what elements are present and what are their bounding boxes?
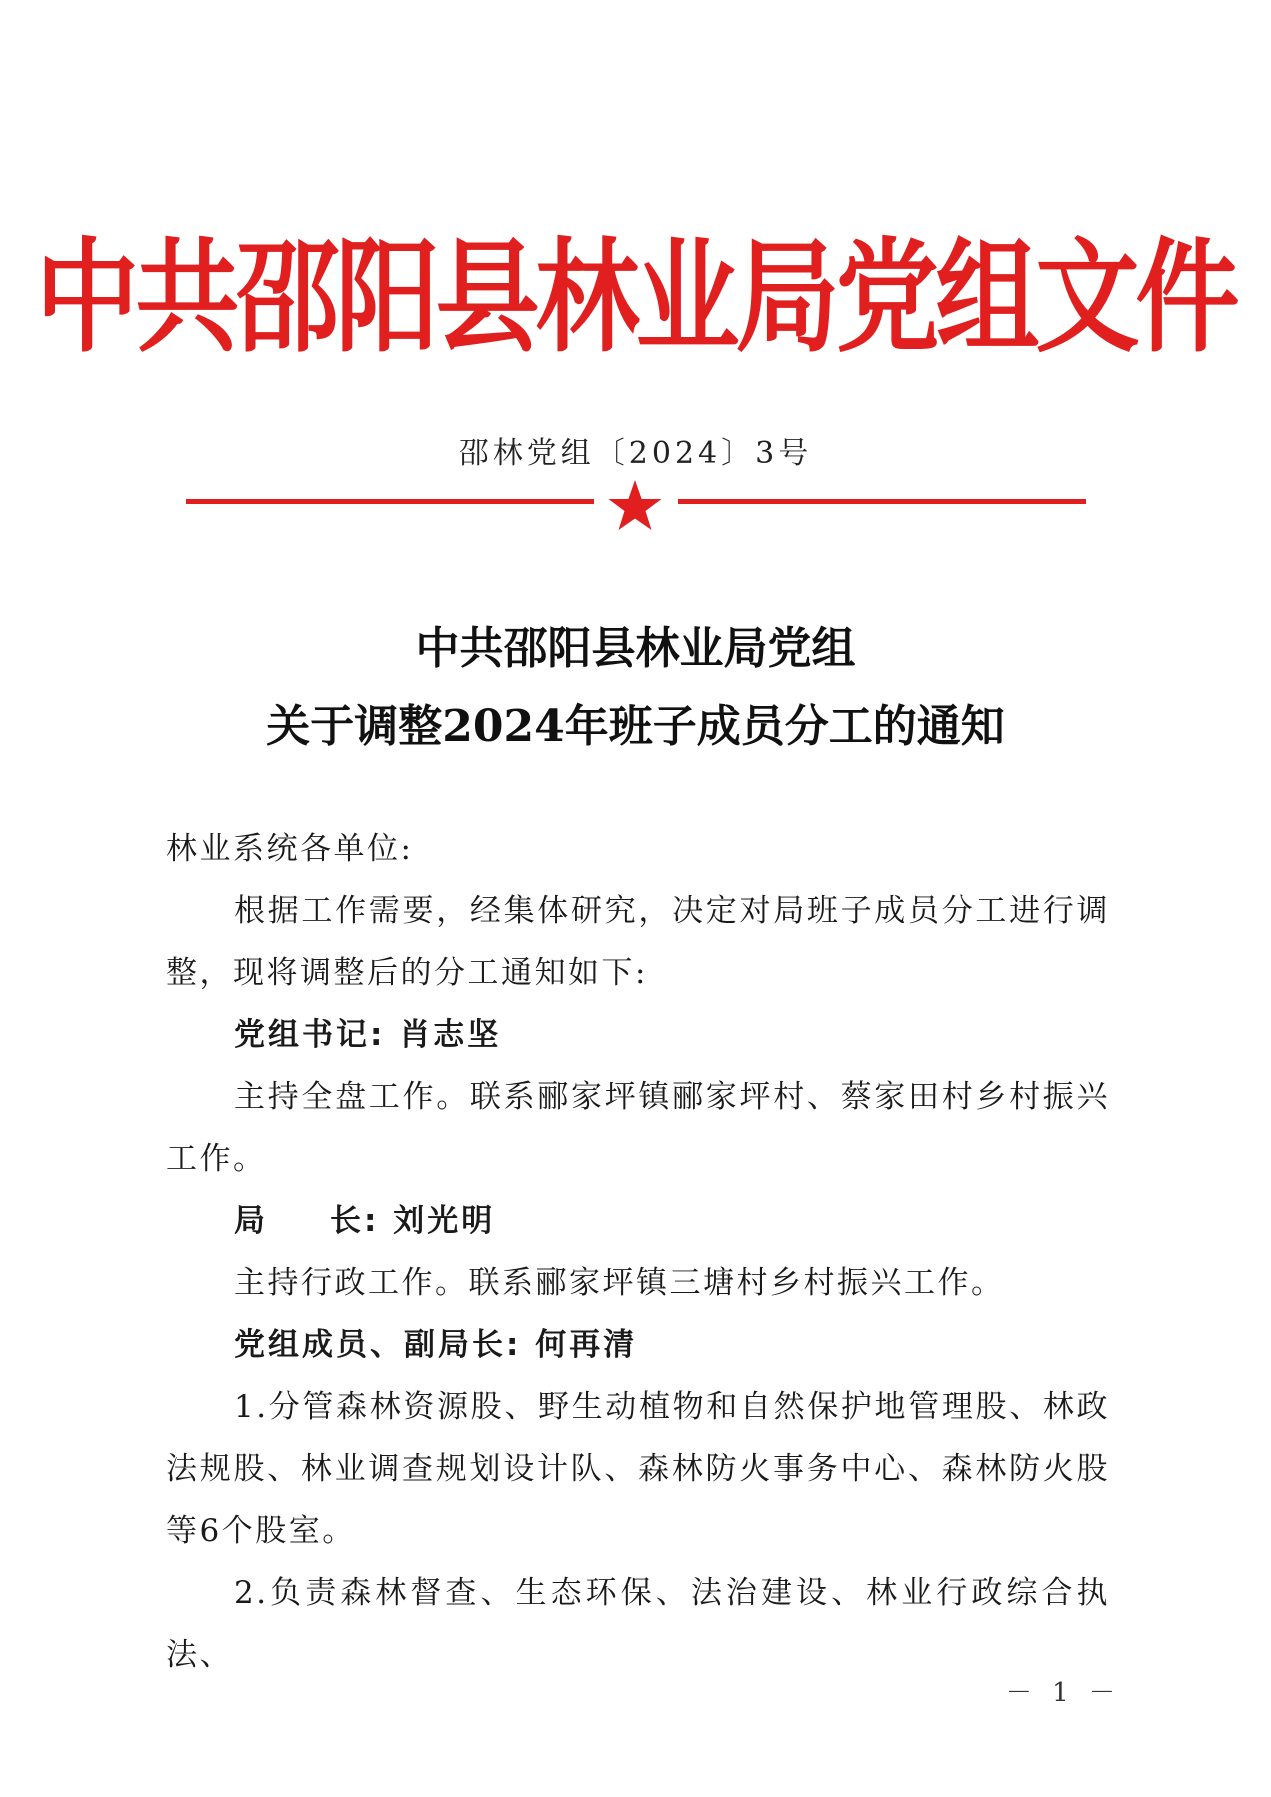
divider-line-left bbox=[186, 499, 594, 504]
red-divider bbox=[186, 478, 1086, 534]
duty-item-1: 1.分管森林资源股、野生动植物和自然保护地管理股、林政法规股、林业调查规划设计队、森林防火事务中心、森林防火股等6个股室。 bbox=[166, 1389, 1110, 1549]
notice-body bbox=[166, 818, 1110, 1686]
role-label-part1: 局 bbox=[234, 1203, 268, 1239]
section-heading-director bbox=[166, 1190, 1110, 1252]
page-number: － 1 － bbox=[1005, 1678, 1121, 1708]
divider-line-right bbox=[678, 499, 1086, 504]
salutation: 林业系统各单位: bbox=[166, 831, 414, 867]
role-label: 党组成员、副局长: bbox=[234, 1327, 522, 1363]
duty-item-2: 2.负责森林督查、生态环保、法治建设、林业行政综合执法、 bbox=[166, 1575, 1110, 1673]
intro-paragraph: 根据工作需要，经集体研究，决定对局班子成员分工进行调整，现将调整后的分工通知如下: bbox=[166, 893, 1110, 991]
duties-party-secretary: 主持全盘工作。联系郦家坪镇郦家坪村、蔡家田村乡村振兴工作。 bbox=[166, 1079, 1110, 1177]
duties-director: 主持行政工作。联系郦家坪镇三塘村乡村振兴工作。 bbox=[234, 1265, 1005, 1301]
notice-title-line2: 关于调整2024年班子成员分工的通知 bbox=[266, 701, 1005, 752]
role-label-part2: 长: bbox=[330, 1203, 380, 1239]
person-name: 肖志坚 bbox=[399, 1017, 502, 1053]
notice-title-line1: 中共邵阳县林业局党组 bbox=[415, 623, 856, 674]
role-label: 党组书记: bbox=[234, 1017, 386, 1053]
red-star-icon bbox=[606, 478, 664, 534]
masthead-title: 中共邵阳县林业局党组文件 bbox=[35, 225, 1236, 370]
person-name: 刘光明 bbox=[393, 1203, 496, 1239]
section-heading-party-secretary bbox=[166, 1004, 1110, 1066]
document-number: 邵林党组〔2024〕3号 bbox=[458, 436, 813, 471]
person-name: 何再清 bbox=[535, 1327, 638, 1363]
section-heading-deputy-director bbox=[166, 1314, 1110, 1376]
